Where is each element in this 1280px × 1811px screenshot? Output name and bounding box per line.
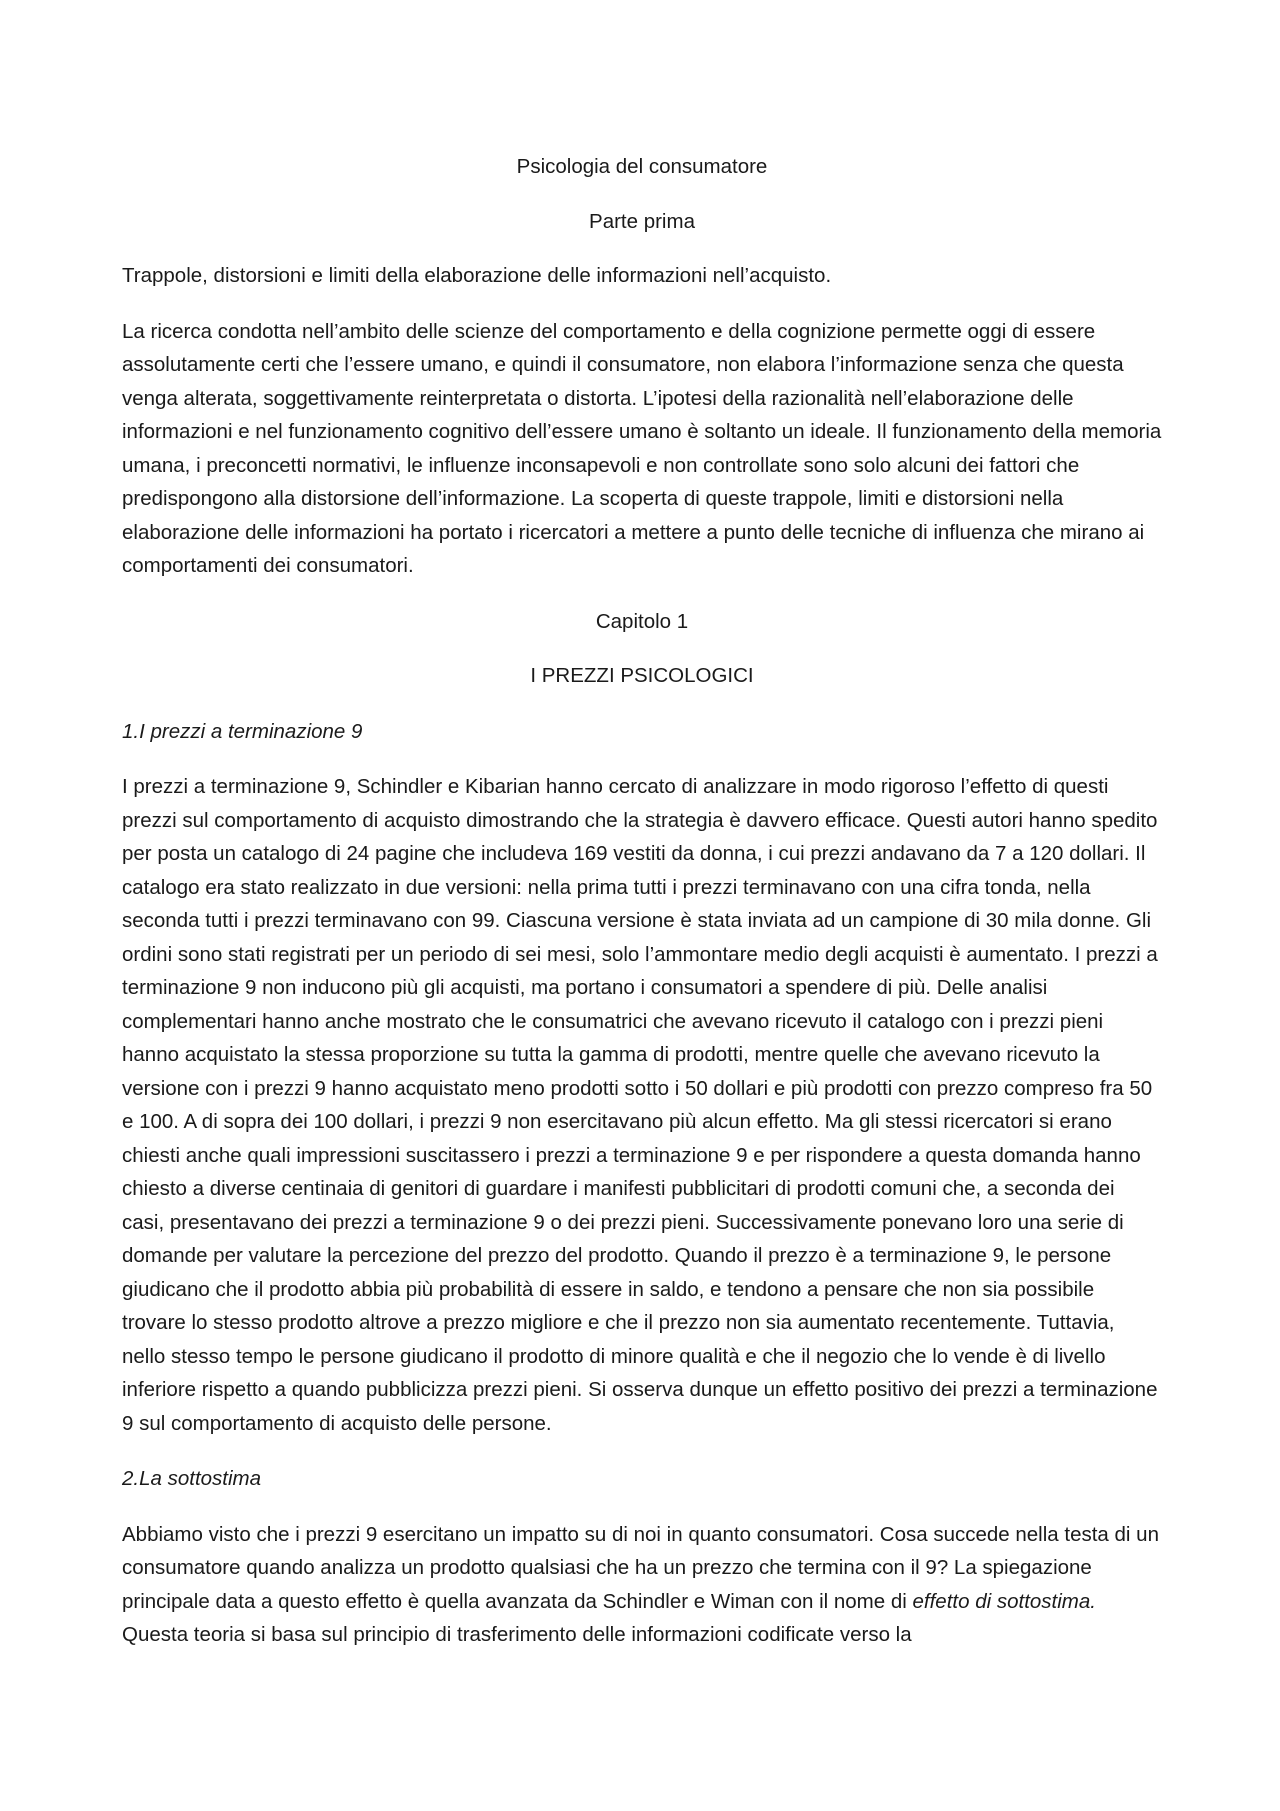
document-subtitle: Trappole, distorsioni e limiti della elaborazione delle informazioni nell’acquisto. [122,264,832,287]
document-title: Psicologia del consumatore [516,155,768,178]
section-heading-1: 1.I prezzi a terminazione 9 [122,719,363,743]
intro-paragraph: La ricerca condotta nell’ambito delle scienze del comportamento e della cognizione permette oggi di essere assolutamente certi che l’essere umano, e quindi il consumatore, non elabora l’informazione senza che questa venga alterata, soggettivamente reinterpretata o distorta. L’ipotesi della razionalità nell’elaborazione delle informazioni e nel funzionamento cognitivo dell’essere umano è soltanto un ideale. Il funzionamento della memoria umana, i preconcetti normativi, le influenze inconsapevoli e non controllate sono solo alcuni dei fattori che predispongono alla distorsione dell’informazione. La scoperta di queste trappole, limiti e distorsioni nella elaborazione delle informazioni ha portato i ricercatori a mettere a punto delle tecniche di influenza che mirano ai comportamenti dei consumatori. [122,319,1162,577]
section-paragraph-2-text-b: Questa teoria si basa sul principio di trasferimento delle informazioni codificate verso la [122,1623,912,1646]
document-body [122,150,1162,1674]
section-paragraph-2-text-a: Abbiamo visto che i prezzi 9 esercitano un impatto su di noi in quanto consumatori. Cosa succede nella testa di un consumatore quando analizza un prodotto qualsiasi che ha un prezzo che termina con il 9? La spiegazione principale data a questo effetto è quella avanzata da Schindler e Wiman con il nome di [122,1522,1159,1613]
section-paragraph-2 [122,1518,1162,1652]
chapter-title: I PREZZI PSICOLOGICI [530,664,754,687]
section-paragraph-1: I prezzi a terminazione 9, Schindler e Kibarian hanno cercato di analizzare in modo rigoroso l’effetto di questi prezzi sul comportamento di acquisto dimostrando che la strategia è davvero efficace. Questi autori hanno spedito per posta un catalogo di 24 pagine che includeva 169 vestiti da donna, i cui prezzi andavano da 7 a 120 dollari. Il catalogo era stato realizzato in due versioni: nella prima tutti i prezzi terminavano con una cifra tonda, nella seconda tutti i prezzi terminavano con 99. Ciascuna versione è stata inviata ad un campione di 30 mila donne. Gli ordini sono stati registrati per un periodo di sei mesi, solo l’ammontare medio degli acquisti è aumentato. I prezzi a terminazione 9 non inducono più gli acquisti, ma portano i consumatori a spendere di più. Delle analisi complementari hanno anche mostrato che le consumatrici che avevano ricevuto il catalogo con i prezzi pieni hanno acquistato la stessa proporzione su tutta la gamma di prodotti, mentre quelle che avevano ricevuto la versione con i prezzi 9 hanno acquistato meno prodotti sotto i 50 dollari e più prodotti con prezzo compreso fra 50 e 100. A di sopra dei 100 dollari, i prezzi 9 non esercitavano più alcun effetto. Ma gli stessi ricercatori si erano chiesti anche quali impressioni suscitassero i prezzi a terminazione 9 e per rispondere a questa domanda hanno chiesto a diverse centinaia di genitori di guardare i manifesti pubblicitari di prodotti comuni che, a seconda dei casi, presentavano dei prezzi a terminazione 9 o dei prezzi pieni. Successivamente ponevano loro una serie di domande per valutare la percezione del prezzo del prodotto. Quando il prezzo è a terminazione 9, le persone giudicano che il prodotto abbia più probabilità di essere in saldo, e tendono a pensare che non sia possibile trovare lo stesso prodotto altrove a prezzo migliore e che il prezzo non sia aumentato recentemente. Tuttavia, nello stesso tempo le persone giudicano il prodotto di minore qualità e che il negozio che lo vende è di livello inferiore rispetto a quando pubblicizza prezzi pieni. Si osserva dunque un effetto positivo dei prezzi a terminazione 9 sul comportamento di acquisto delle persone. [122,775,1158,1435]
section-paragraph-2-emphasis: effetto di sottostima. [912,1589,1096,1613]
section-heading-2: 2.La sottostima [122,1467,262,1490]
part-label: Parte prima [589,209,695,233]
chapter-label: Capitolo 1 [595,609,689,633]
